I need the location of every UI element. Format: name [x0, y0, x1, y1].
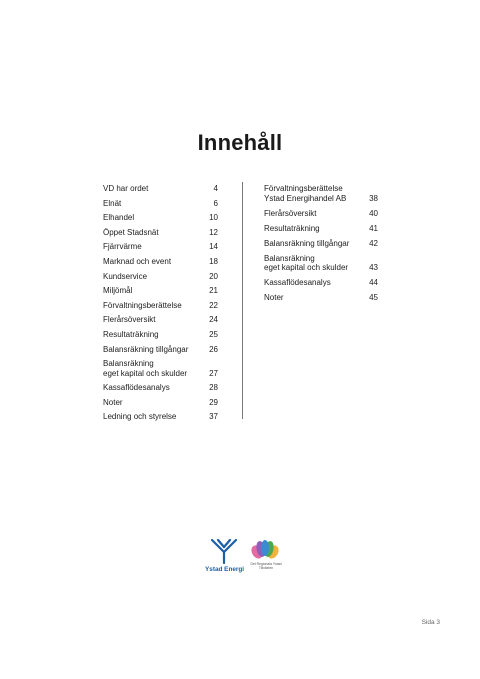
- toc-entry[interactable]: [103, 197, 218, 212]
- toc-entry-page: 45: [369, 293, 378, 303]
- toc-entry-page: 21: [209, 286, 218, 296]
- toc-entry-page: 25: [209, 330, 218, 340]
- toc-entry-label: Förvaltningsberättelse Ystad Energihandel AB: [264, 184, 347, 203]
- toc-entry-page: 6: [213, 198, 218, 208]
- toc-entry-page: 43: [369, 263, 378, 273]
- lotus-caption: Det Regionala Ystad Tillväxten: [250, 562, 282, 570]
- ystad-energi-logo-icon: [209, 538, 239, 564]
- toc-entry-page: 18: [209, 257, 218, 267]
- toc-entry[interactable]: [103, 182, 218, 197]
- page-number: Sida 3: [421, 619, 440, 626]
- toc-entry-page: 29: [209, 397, 218, 407]
- toc-entry-page: 41: [369, 223, 378, 233]
- toc-entry[interactable]: [103, 381, 218, 396]
- toc-entry[interactable]: [264, 221, 378, 236]
- toc-entry[interactable]: [264, 206, 378, 221]
- toc-entry-label: Balansräkning tillgångar: [103, 344, 189, 354]
- toc-entry[interactable]: [103, 328, 218, 343]
- toc-entry-label: Balansräkning tillgångar: [264, 239, 350, 249]
- toc-entry[interactable]: [264, 252, 378, 276]
- toc-entry[interactable]: [103, 240, 218, 255]
- toc-entry[interactable]: [103, 396, 218, 411]
- toc-entry-label: Marknad och event: [103, 257, 172, 267]
- toc-entry-page: 10: [209, 213, 218, 223]
- toc-entry-page: 37: [209, 412, 218, 422]
- toc-column-right: [264, 182, 378, 306]
- toc-entry-label: Elnät: [103, 198, 122, 208]
- toc-entry-label: Noter: [264, 293, 284, 303]
- toc-entry[interactable]: [264, 182, 378, 206]
- toc-entry-label: VD har ordet: [103, 184, 149, 194]
- lotus-logo-icon: [251, 540, 279, 560]
- toc-entry[interactable]: [103, 343, 218, 358]
- toc-entry-label: Resultaträkning: [264, 223, 320, 233]
- toc-entry-page: 14: [209, 242, 218, 252]
- toc-entry-page: 26: [209, 344, 218, 354]
- toc-entry-label: Ledning och styrelse: [103, 412, 177, 422]
- toc-entry[interactable]: [103, 284, 218, 299]
- toc-entry-label: Flerårsöversikt: [103, 315, 156, 325]
- page-title: Innehåll: [197, 130, 283, 155]
- toc-entry-page: 24: [209, 315, 218, 325]
- toc-entry-label: Noter: [103, 397, 123, 407]
- toc-entry-label: Öppet Stadsnät: [103, 227, 159, 237]
- toc-entry-label: Flerårsöversikt: [264, 208, 317, 218]
- logo-area: [205, 536, 285, 578]
- toc-entry-page: 27: [209, 368, 218, 378]
- toc-entry[interactable]: [103, 211, 218, 226]
- toc-entry[interactable]: [103, 410, 218, 425]
- toc-entry-label: Fjärrvärme: [103, 242, 142, 252]
- toc-entry-label: Balansräkning eget kapital och skulder: [103, 359, 188, 378]
- ystad-energi-wordmark: Ystad Energi: [205, 566, 245, 573]
- toc-entry[interactable]: [103, 313, 218, 328]
- column-divider: [242, 182, 243, 419]
- toc-entry-label: Balansräkning eget kapital och skulder: [264, 253, 349, 273]
- toc-entry[interactable]: [103, 255, 218, 270]
- toc-entry-label: Kassaflödesanalys: [264, 278, 331, 288]
- toc-entry-label: Elhandel: [103, 213, 135, 223]
- toc-entry-page: 42: [369, 239, 378, 249]
- toc-entry-page: 22: [209, 300, 218, 310]
- toc-entry-page: 40: [369, 208, 378, 218]
- toc-entry-page: 28: [209, 383, 218, 393]
- toc-entry[interactable]: [264, 236, 378, 251]
- toc-entry-label: Miljömål: [103, 286, 133, 296]
- toc-entry-label: Förvaltningsberättelse: [103, 300, 182, 310]
- toc-entry-page: 20: [209, 271, 218, 281]
- toc-entry[interactable]: [264, 276, 378, 291]
- toc-entry-page: 38: [369, 193, 378, 203]
- toc-entry-page: 4: [213, 184, 218, 194]
- toc-column-left: [103, 182, 218, 425]
- toc-entry[interactable]: [103, 226, 218, 241]
- toc-entry[interactable]: [264, 291, 378, 306]
- toc-entry-label: Kundservice: [103, 271, 148, 281]
- toc-entry-label: Resultaträkning: [103, 330, 159, 340]
- toc-entry[interactable]: [103, 299, 218, 314]
- toc-entry[interactable]: [103, 357, 218, 381]
- toc-entry-label: Kassaflödesanalys: [103, 383, 170, 393]
- toc-entry-page: 12: [209, 227, 218, 237]
- toc-entry[interactable]: [103, 270, 218, 285]
- toc-entry-page: 44: [369, 278, 378, 288]
